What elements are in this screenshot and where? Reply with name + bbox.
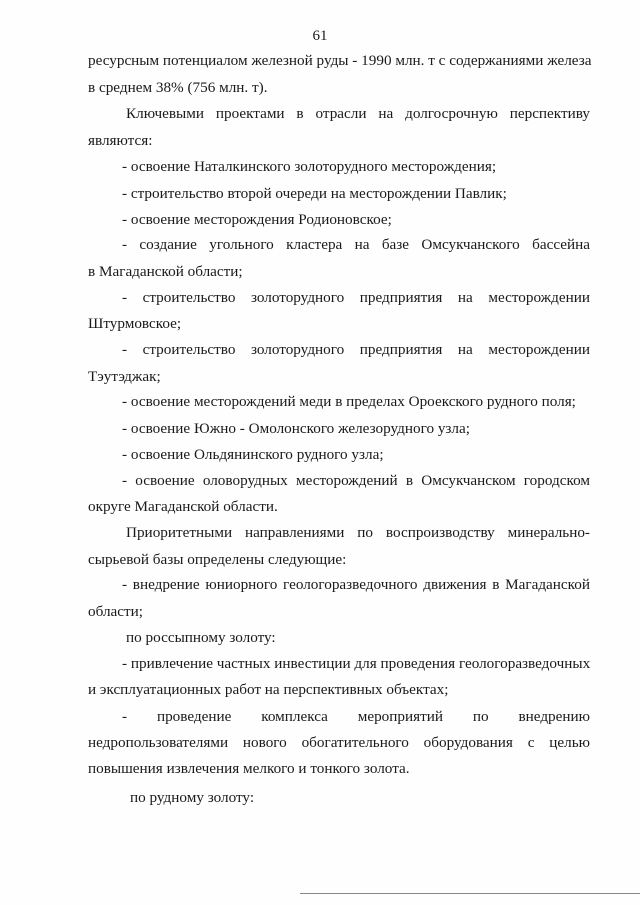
text-line: по рудному золоту: bbox=[130, 789, 255, 806]
text-line: Ключевыми проектами в отрасли на долгосрочную перспективу bbox=[126, 105, 590, 122]
text-line: сырьевой базы определены следующие: bbox=[88, 551, 347, 568]
list-item: - привлечение частных инвестиции для проведения геологоразведочных bbox=[122, 655, 591, 672]
text-line: в Магаданской области; bbox=[88, 263, 243, 280]
text-line: Тэутэджак; bbox=[88, 368, 161, 385]
text-line: Штурмовское; bbox=[88, 315, 182, 332]
page-number: 61 bbox=[312, 28, 328, 44]
text-line: ресурсным потенциалом железной руды - 1990 млн. т с содержаниями железа bbox=[88, 52, 592, 69]
list-item: - строительство золоторудного предприятия на месторождении bbox=[122, 289, 590, 306]
list-item: - строительство золоторудного предприятия на месторождении bbox=[122, 341, 590, 358]
text-line: и эксплуатационных работ на перспективных объектах; bbox=[88, 681, 449, 698]
text-line: повышения извлечения мелкого и тонкого золота. bbox=[88, 760, 410, 777]
text-line: округе Магаданской области. bbox=[88, 498, 278, 515]
list-item: - освоение оловорудных месторождений в Омсукчанском городском bbox=[122, 472, 590, 489]
list-item: - проведение комплекса мероприятий по внедрению bbox=[122, 708, 590, 725]
scan-edge-line bbox=[300, 893, 640, 894]
list-item: - строительство второй очереди на месторождении Павлик; bbox=[122, 185, 507, 202]
list-item: - освоение Наталкинского золоторудного месторождения; bbox=[122, 158, 497, 175]
text-line: Приоритетными направлениями по воспроизводству минерально- bbox=[126, 524, 590, 541]
list-item: - освоение месторождения Родионовское; bbox=[122, 211, 392, 228]
text-line: в среднем 38% (756 млн. т). bbox=[88, 79, 268, 96]
text-line: недропользователями нового обогатительного оборудования с целью bbox=[88, 734, 590, 751]
list-item: - освоение месторождений меди в пределах Ороекского рудного поля; bbox=[122, 393, 576, 410]
list-item: - внедрение юниорного геологоразведочного движения в Магаданской bbox=[122, 576, 590, 593]
text-line: по россыпному золоту: bbox=[126, 629, 276, 646]
list-item: - освоение Ольдянинского рудного узла; bbox=[122, 446, 384, 463]
text-line: являются: bbox=[88, 132, 153, 149]
list-item: - создание угольного кластера на базе Омсукчанского бассейна bbox=[122, 236, 590, 253]
text-line: области; bbox=[88, 603, 143, 620]
list-item: - освоение Южно - Омолонского железорудного узла; bbox=[122, 420, 470, 437]
